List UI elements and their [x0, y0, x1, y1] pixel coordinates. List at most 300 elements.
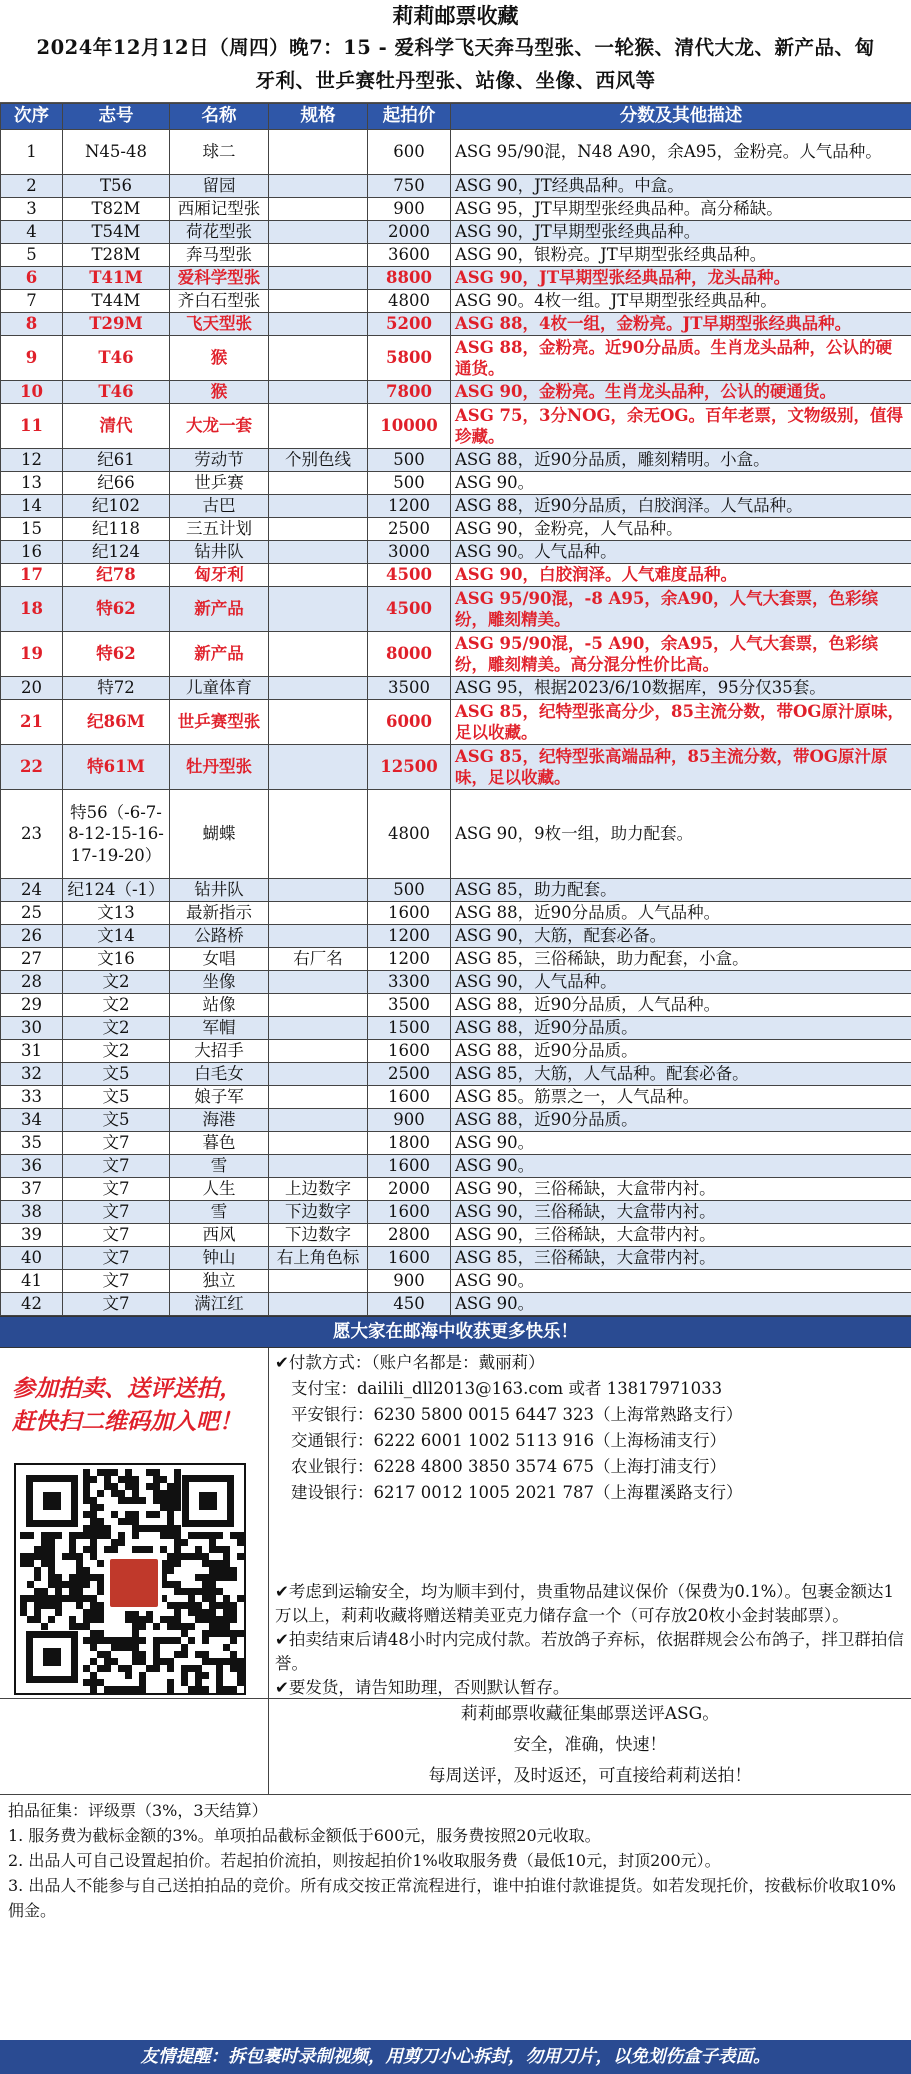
row-name: 暮色: [170, 1132, 269, 1155]
row-spec: [269, 902, 368, 925]
row-name: 西风: [170, 1224, 269, 1247]
row-price: 1500: [368, 1017, 451, 1040]
row-desc: ASG 85，三俗稀缺，大盒带内衬。: [451, 1247, 911, 1270]
row-spec: [269, 175, 368, 198]
row-desc: ASG 88，近90分品质。: [451, 1017, 911, 1040]
row-price: 6000: [368, 700, 451, 745]
table-row: [1, 632, 911, 677]
row-index: 35: [1, 1132, 63, 1155]
row-price: 1600: [368, 902, 451, 925]
row-code: N45-48: [63, 130, 170, 175]
row-spec: [269, 879, 368, 902]
row-index: 23: [1, 790, 63, 879]
fee-rule-1: 1. 服务费为截标金额的3%。单项拍品截标金额低于600元，服务费按照20元收取。: [8, 1826, 601, 1845]
row-spec: [269, 632, 368, 677]
row-desc: ASG 88，近90分品质，人气品种。: [451, 994, 911, 1017]
row-desc: ASG 90。人气品种。: [451, 541, 911, 564]
row-code: 文7: [63, 1247, 170, 1270]
table-row: [1, 175, 911, 198]
row-price: 1600: [368, 1155, 451, 1178]
payment-panel: [269, 1348, 911, 1698]
row-spec: [269, 790, 368, 879]
bank-jiaotong: 交通银行：6222 6001 1002 5113 916（上海杨浦支行）: [291, 1431, 726, 1450]
table-row: [1, 971, 911, 994]
table-row: [1, 1155, 911, 1178]
table-row: [1, 677, 911, 700]
row-spec: [269, 1109, 368, 1132]
row-code: 文5: [63, 1063, 170, 1086]
row-name: 爱科学型张: [170, 267, 269, 290]
row-name: 满江红: [170, 1293, 269, 1316]
row-index: 16: [1, 541, 63, 564]
row-spec: 下边数字: [269, 1224, 368, 1247]
row-index: 9: [1, 336, 63, 381]
row-index: 11: [1, 404, 63, 449]
row-index: 29: [1, 994, 63, 1017]
row-price: 500: [368, 472, 451, 495]
bank-pingan: 平安银行：6230 5800 0015 6447 323（上海常熟路支行）: [291, 1405, 743, 1424]
row-desc: ASG 88，近90分品质，雕刻精明。小盒。: [451, 449, 911, 472]
row-code: T41M: [63, 267, 170, 290]
row-desc: ASG 85。筋票之一，人气品种。: [451, 1086, 911, 1109]
table-row: [1, 790, 911, 879]
promo-text: [269, 1699, 911, 1792]
row-price: 3500: [368, 677, 451, 700]
row-price: 450: [368, 1293, 451, 1316]
row-name: 娘子军: [170, 1086, 269, 1109]
row-desc: ASG 95，JT早期型张经典品种。高分稀缺。: [451, 198, 911, 221]
table-row: [1, 994, 911, 1017]
row-spec: [269, 700, 368, 745]
row-desc: ASG 90。: [451, 472, 911, 495]
row-desc: ASG 85，助力配套。: [451, 879, 911, 902]
row-spec: [269, 925, 368, 948]
row-name: 新产品: [170, 587, 269, 632]
row-spec: [269, 290, 368, 313]
row-index: 34: [1, 1109, 63, 1132]
row-price: 12500: [368, 745, 451, 790]
table-row: [1, 336, 911, 381]
row-code: 纪61: [63, 449, 170, 472]
row-name: 独立: [170, 1270, 269, 1293]
note-shipping: ✔考虑到运输安全，均为顺丰到付，贵重物品建议保价（保费为0.1%）。包裹金额达1万以上，莉莉收藏将赠送精美亚克力储存盒一个（可存放20枚小金封装邮票）。: [275, 1582, 894, 1625]
row-desc: ASG 95/90混，-5 A90，余A95，人气大套票，色彩缤纷，雕刻精美。高分混分性价比高。: [451, 632, 911, 677]
table-row: [1, 290, 911, 313]
row-name: 齐白石型张: [170, 290, 269, 313]
row-name: 大招手: [170, 1040, 269, 1063]
row-name: 儿童体育: [170, 677, 269, 700]
table-row: [1, 1086, 911, 1109]
row-price: 1800: [368, 1132, 451, 1155]
table-row: [1, 381, 911, 404]
row-name: 三五计划: [170, 518, 269, 541]
col-header-spec: 规格: [269, 104, 368, 130]
row-spec: [269, 495, 368, 518]
row-index: 1: [1, 130, 63, 175]
row-price: 1600: [368, 1040, 451, 1063]
row-index: 31: [1, 1040, 63, 1063]
row-name: 飞天型张: [170, 313, 269, 336]
table-row: [1, 1201, 911, 1224]
page-subtitle-line1: 2024年12月12日（周四）晚7：15 - 爱科学飞天奔马型张、一轮猴、清代大龙、新产品、匈: [36, 36, 875, 59]
row-price: 4800: [368, 290, 451, 313]
row-name: 世乒赛型张: [170, 700, 269, 745]
row-desc: ASG 90，JT早期型张经典品种，龙头品种。: [451, 267, 911, 290]
footer-reminder: 友情提醒：拆包裹时录制视频，用剪刀小心拆封，勿用刀片，以免划伤盒子表面。: [0, 2040, 911, 2074]
row-desc: ASG 95/90混，N48 A90，余A95，金粉亮。人气品种。: [451, 130, 911, 175]
table-row: [1, 1132, 911, 1155]
row-index: 37: [1, 1178, 63, 1201]
row-name: 牡丹型张: [170, 745, 269, 790]
row-name: 荷花型张: [170, 221, 269, 244]
row-index: 4: [1, 221, 63, 244]
row-spec: 下边数字: [269, 1201, 368, 1224]
row-price: 2800: [368, 1224, 451, 1247]
row-price: 2000: [368, 221, 451, 244]
payment-title: ✔付款方式：（账户名都是：戴丽莉）: [275, 1353, 545, 1372]
row-index: 40: [1, 1247, 63, 1270]
col-header-index: 次序: [1, 104, 63, 130]
row-price: 1600: [368, 1247, 451, 1270]
row-price: 7800: [368, 381, 451, 404]
row-name: 匈牙利: [170, 564, 269, 587]
row-name: 猴: [170, 336, 269, 381]
row-price: 10000: [368, 404, 451, 449]
row-desc: ASG 88，近90分品质。: [451, 1040, 911, 1063]
row-name: 世乒赛: [170, 472, 269, 495]
row-spec: [269, 541, 368, 564]
row-index: 15: [1, 518, 63, 541]
row-name: 球二: [170, 130, 269, 175]
promo-line3: 每周送评，及时返还，可直接给莉莉送拍！: [428, 1766, 752, 1786]
row-price: 500: [368, 449, 451, 472]
row-desc: ASG 95，根据2023/6/10数据库，95分仅35套。: [451, 677, 911, 700]
row-price: 1200: [368, 948, 451, 971]
row-code: 文13: [63, 902, 170, 925]
row-desc: ASG 90，人气品种。: [451, 971, 911, 994]
row-spec: [269, 518, 368, 541]
row-desc: ASG 90，JT经典品种。中盒。: [451, 175, 911, 198]
row-code: 特62: [63, 632, 170, 677]
row-index: 17: [1, 564, 63, 587]
row-desc: ASG 88，4枚一组，金粉亮。JT早期型张经典品种。: [451, 313, 911, 336]
row-desc: ASG 90。: [451, 1270, 911, 1293]
table-row: [1, 879, 911, 902]
row-spec: [269, 313, 368, 336]
table-row: [1, 449, 911, 472]
row-price: 500: [368, 879, 451, 902]
table-row: [1, 1224, 911, 1247]
row-index: 18: [1, 587, 63, 632]
row-code: T54M: [63, 221, 170, 244]
promo-line2: 安全，准确，快速！: [513, 1735, 667, 1755]
row-desc: ASG 88，金粉亮。近90分品质。生肖龙头品种，公认的硬通货。: [451, 336, 911, 381]
row-price: 3000: [368, 541, 451, 564]
shipping-notes: [275, 1580, 905, 1700]
row-name: 大龙一套: [170, 404, 269, 449]
table-row: [1, 130, 911, 175]
table-row: [1, 925, 911, 948]
row-desc: ASG 85，纪特型张高端品种，85主流分数，带OG原汁原味，足以收藏。: [451, 745, 911, 790]
table-row: [1, 902, 911, 925]
row-price: 900: [368, 1270, 451, 1293]
col-header-desc: 分数及其他描述: [451, 104, 911, 130]
row-index: 3: [1, 198, 63, 221]
row-code: 文2: [63, 1017, 170, 1040]
row-name: 海港: [170, 1109, 269, 1132]
row-desc: ASG 95/90混，-8 A95，余A90，人气大套票，色彩缤纷，雕刻精美。: [451, 587, 911, 632]
row-code: T46: [63, 336, 170, 381]
row-code: 文7: [63, 1155, 170, 1178]
col-header-name: 名称: [170, 104, 269, 130]
row-code: T56: [63, 175, 170, 198]
col-header-code: 志号: [63, 104, 170, 130]
table-row: [1, 1040, 911, 1063]
row-price: 2000: [368, 1178, 451, 1201]
row-desc: ASG 85，大筋，人气品种。配套必备。: [451, 1063, 911, 1086]
row-price: 4800: [368, 790, 451, 879]
row-price: 600: [368, 130, 451, 175]
row-desc: ASG 90。: [451, 1293, 911, 1316]
join-slogan: [12, 1372, 262, 1438]
row-price: 1200: [368, 495, 451, 518]
row-desc: ASG 88，近90分品质。: [451, 1109, 911, 1132]
slogan-line1: 参加拍卖、送评送拍，: [12, 1375, 242, 1402]
row-spec: 右上角色标: [269, 1247, 368, 1270]
row-index: 25: [1, 902, 63, 925]
row-spec: [269, 564, 368, 587]
row-desc: ASG 75，3分NOG，余无OG。百年老票，文物级别，值得珍藏。: [451, 404, 911, 449]
wish-banner: 愿大家在邮海中收获更多快乐！: [0, 1316, 911, 1348]
table-row: [1, 745, 911, 790]
row-desc: ASG 90。: [451, 1155, 911, 1178]
fee-rule-3: 3. 出品人不能参与自己送拍拍品的竞价。所有成交按正常流程进行，谁中拍谁付款谁提货。如若发现托价，按截标价收取10%佣金。: [8, 1876, 896, 1920]
row-name: 留园: [170, 175, 269, 198]
row-spec: [269, 381, 368, 404]
row-index: 10: [1, 381, 63, 404]
row-price: 5800: [368, 336, 451, 381]
auction-table: [0, 103, 911, 1316]
row-index: 21: [1, 700, 63, 745]
row-price: 3500: [368, 994, 451, 1017]
row-desc: ASG 90，三俗稀缺，大盒带内衬。: [451, 1178, 911, 1201]
table-row: [1, 267, 911, 290]
row-code: T29M: [63, 313, 170, 336]
note-delivery: ✔要发货，请告知助理，否则默认暂存。: [275, 1678, 570, 1697]
row-index: 22: [1, 745, 63, 790]
row-spec: [269, 1270, 368, 1293]
row-code: 文7: [63, 1178, 170, 1201]
table-row: [1, 1270, 911, 1293]
row-spec: [269, 472, 368, 495]
row-desc: ASG 88，近90分品质。人气品种。: [451, 902, 911, 925]
row-code: 文7: [63, 1224, 170, 1247]
row-spec: [269, 244, 368, 267]
row-desc: ASG 90，三俗稀缺，大盒带内衬。: [451, 1201, 911, 1224]
row-code: 特56（-6-7-8-12-15-16-17-19-20）: [63, 790, 170, 879]
row-index: 33: [1, 1086, 63, 1109]
row-code: 特72: [63, 677, 170, 700]
row-spec: [269, 745, 368, 790]
row-desc: ASG 85，纪特型张高分少，85主流分数，带OG原汁原味，足以收藏。: [451, 700, 911, 745]
row-spec: [269, 994, 368, 1017]
col-header-price: 起拍价: [368, 104, 451, 130]
table-row: [1, 948, 911, 971]
info-section: [0, 1348, 911, 1699]
table-row: [1, 472, 911, 495]
row-index: 36: [1, 1155, 63, 1178]
table-row: [1, 587, 911, 632]
row-code: 纪124（-1）: [63, 879, 170, 902]
row-index: 28: [1, 971, 63, 994]
row-spec: [269, 1132, 368, 1155]
row-spec: 个别色线: [269, 449, 368, 472]
table-body: [1, 130, 911, 1316]
row-name: 猴: [170, 381, 269, 404]
row-spec: [269, 1155, 368, 1178]
table-row: [1, 1063, 911, 1086]
row-name: 钟山: [170, 1247, 269, 1270]
row-index: 26: [1, 925, 63, 948]
row-code: 纪102: [63, 495, 170, 518]
row-name: 奔马型张: [170, 244, 269, 267]
row-price: 4500: [368, 564, 451, 587]
row-index: 14: [1, 495, 63, 518]
slogan-line2: 赶快扫二维码加入吧！: [12, 1408, 242, 1435]
table-header-row: [1, 104, 911, 130]
row-desc: ASG 85，三俗稀缺，助力配套，小盒。: [451, 948, 911, 971]
table-row: [1, 518, 911, 541]
row-index: 7: [1, 290, 63, 313]
row-spec: [269, 1040, 368, 1063]
row-index: 42: [1, 1293, 63, 1316]
table-row: [1, 1293, 911, 1316]
row-desc: ASG 90，金粉亮，人气品种。: [451, 518, 911, 541]
row-spec: [269, 587, 368, 632]
table-row: [1, 1178, 911, 1201]
row-spec: [269, 1017, 368, 1040]
row-index: 6: [1, 267, 63, 290]
row-code: 文2: [63, 1040, 170, 1063]
row-desc: ASG 90。4枚一组。JT早期型张经典品种。: [451, 290, 911, 313]
row-spec: [269, 404, 368, 449]
row-name: 公路桥: [170, 925, 269, 948]
row-code: 纪66: [63, 472, 170, 495]
row-code: 文16: [63, 948, 170, 971]
row-spec: [269, 1293, 368, 1316]
table-row: [1, 564, 911, 587]
qr-code-icon[interactable]: [14, 1463, 246, 1695]
row-index: 27: [1, 948, 63, 971]
row-name: 钻井队: [170, 879, 269, 902]
payment-methods: [275, 1350, 742, 1506]
row-code: 文7: [63, 1270, 170, 1293]
row-name: 站像: [170, 994, 269, 1017]
row-index: 12: [1, 449, 63, 472]
alipay-info: 支付宝：dailili_dll2013@163.com 或者 13817971033: [291, 1379, 723, 1398]
row-price: 1600: [368, 1086, 451, 1109]
table-row: [1, 244, 911, 267]
row-name: 雪: [170, 1201, 269, 1224]
row-price: 900: [368, 1109, 451, 1132]
row-desc: ASG 90，JT早期型张经典品种。: [451, 221, 911, 244]
row-price: 3600: [368, 244, 451, 267]
fees-title: 拍品征集：评级票（3%，3天结算）: [8, 1801, 268, 1820]
row-index: 2: [1, 175, 63, 198]
row-index: 38: [1, 1201, 63, 1224]
row-spec: [269, 971, 368, 994]
row-spec: [269, 267, 368, 290]
page-title: 莉莉邮票收藏: [392, 3, 519, 28]
row-desc: ASG 88，近90分品质，白胶润泽。人气品种。: [451, 495, 911, 518]
fee-rule-2: 2. 出品人可自己设置起拍价。若起拍价流拍，则按起拍价1%收取服务费（最低10元，封顶200元）。: [8, 1851, 721, 1870]
row-spec: [269, 1086, 368, 1109]
row-desc: ASG 90，金粉亮。生肖龙头品种，公认的硬通货。: [451, 381, 911, 404]
row-desc: ASG 90，大筋，配套必备。: [451, 925, 911, 948]
row-name: 女唱: [170, 948, 269, 971]
row-price: 1200: [368, 925, 451, 948]
table-row: [1, 404, 911, 449]
row-desc: ASG 90，9枚一组，助力配套。: [451, 790, 911, 879]
row-index: 30: [1, 1017, 63, 1040]
table-row: [1, 541, 911, 564]
table-row: [1, 700, 911, 745]
row-index: 32: [1, 1063, 63, 1086]
row-code: 文2: [63, 994, 170, 1017]
row-name: 西厢记型张: [170, 198, 269, 221]
row-code: 清代: [63, 404, 170, 449]
row-code: 纪86M: [63, 700, 170, 745]
row-desc: ASG 90，白胶润泽。人气难度品种。: [451, 564, 911, 587]
row-code: 特61M: [63, 745, 170, 790]
table-row: [1, 1109, 911, 1132]
row-index: 5: [1, 244, 63, 267]
row-name: 白毛女: [170, 1063, 269, 1086]
promo-section: [0, 1699, 911, 1795]
row-price: 4500: [368, 587, 451, 632]
row-code: 文7: [63, 1293, 170, 1316]
table-row: [1, 313, 911, 336]
row-price: 8000: [368, 632, 451, 677]
row-name: 雪: [170, 1155, 269, 1178]
row-index: 39: [1, 1224, 63, 1247]
row-spec: [269, 130, 368, 175]
row-code: 纪124: [63, 541, 170, 564]
row-name: 古巴: [170, 495, 269, 518]
bank-jianshe: 建设银行：6217 0012 1005 2021 787（上海瞿溪路支行）: [291, 1483, 743, 1502]
row-code: 文7: [63, 1132, 170, 1155]
row-spec: [269, 1063, 368, 1086]
row-code: 纪78: [63, 564, 170, 587]
row-spec: [269, 677, 368, 700]
row-name: 军帽: [170, 1017, 269, 1040]
row-name: 劳动节: [170, 449, 269, 472]
row-name: 最新指示: [170, 902, 269, 925]
row-name: 钻井队: [170, 541, 269, 564]
row-price: 3300: [368, 971, 451, 994]
row-index: 8: [1, 313, 63, 336]
row-price: 750: [368, 175, 451, 198]
note-payment-deadline: ✔拍卖结束后请48小时内完成付款。若放鸽子弃标，依据群规会公布鸽子，拌卫群拍信誉。: [275, 1630, 904, 1673]
row-code: T46: [63, 381, 170, 404]
row-code: 特62: [63, 587, 170, 632]
row-desc: ASG 90，银粉亮。JT早期型张经典品种。: [451, 244, 911, 267]
fee-rules: [0, 1795, 911, 1998]
table-row: [1, 495, 911, 518]
row-price: 900: [368, 198, 451, 221]
row-code: 文14: [63, 925, 170, 948]
row-index: 24: [1, 879, 63, 902]
